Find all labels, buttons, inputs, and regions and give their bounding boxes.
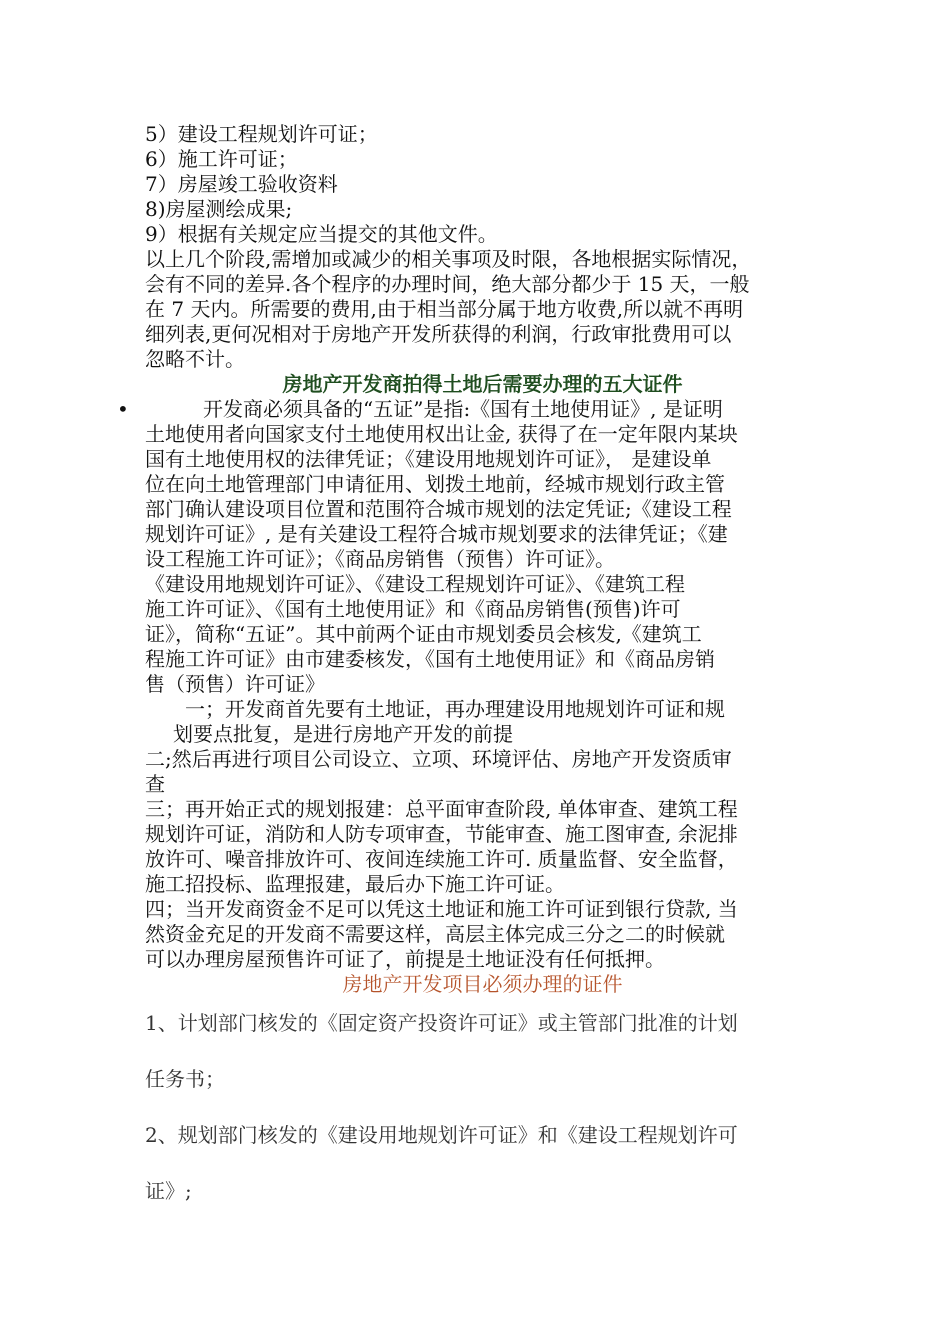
step-line: 可以办理房屋预售许可证了，前提是土地证没有任何抵押。 <box>145 947 665 971</box>
bullet-icon: • <box>117 397 129 421</box>
certificate-item: 任务书； <box>145 1067 225 1091</box>
paragraph-line: 《建设用地规划许可证》、《建设工程规划许可证》、《建筑工程 <box>145 572 685 596</box>
summary-line: 会有不同的差异.各个程序的办理时间，绝大部分都少于 15 天，一般 <box>145 272 750 296</box>
step-line: 规划许可证，消防和人防专项审查，节能审查、施工图审查, 余泥排 <box>145 822 738 846</box>
summary-line: 以上几个阶段,需增加或减少的相关事项及时限，各地根据实际情况， <box>145 247 752 271</box>
paragraph-first-line: 开发商必须具备的“五证”是指:《国有土地使用证》, 是证明 <box>203 397 723 421</box>
list-item: 7）房屋竣工验收资料 <box>145 172 338 196</box>
list-item: 9）根据有关规定应当提交的其他文件。 <box>145 222 498 246</box>
section-heading-required-certificates: 房地产开发项目必须办理的证件 <box>342 972 623 996</box>
step-line: 三；再开始正式的规划报建：总平面审查阶段, 单体审查、建筑工程 <box>145 797 738 821</box>
certificate-item: 证》; <box>145 1179 192 1203</box>
paragraph-line: 售（预售）许可证》 <box>145 672 325 696</box>
section-heading-five-certificates: 房地产开发商拍得土地后需要办理的五大证件 <box>282 372 683 396</box>
summary-line: 忽略不计。 <box>145 347 245 371</box>
step-line: 查 <box>145 772 165 796</box>
paragraph-line: 施工许可证》、《国有土地使用证》和《商品房销售(预售)许可 <box>145 597 681 621</box>
paragraph-line: 规划许可证》, 是有关建设工程符合城市规划要求的法律凭证；《建 <box>145 522 728 546</box>
paragraph-line: 位在向土地管理部门申请征用、划拨土地前，经城市规划行政主管 <box>145 472 725 496</box>
paragraph-line: 国有土地使用权的法律凭证；《建设用地规划许可证》， 是建设单 <box>145 447 712 471</box>
step-line: 然资金充足的开发商不需要这样，高层主体完成三分之二的时候就 <box>145 922 725 946</box>
step-line: 施工招投标、监理报建，最后办下施工许可证。 <box>145 872 565 896</box>
step-one-line: 一；开发商首先要有土地证，再办理建设用地规划许可证和规 <box>185 697 725 721</box>
step-line: 放许可、噪音排放许可、夜间连续施工许可. 质量监督、安全监督， <box>145 847 738 871</box>
paragraph-line: 部门确认建设项目位置和范围符合城市规划的法定凭证;《建设工程 <box>145 497 732 521</box>
paragraph-line: 程施工许可证》由市建委核发，《国有土地使用证》和《商品房销 <box>145 647 715 671</box>
document-body <box>117 122 820 1205</box>
list-item: 5）建设工程规划许可证； <box>145 122 378 146</box>
summary-line: 细列表,更何况相对于房地产开发所获得的利润，行政审批费用可以 <box>145 322 732 346</box>
bullet-paragraph <box>117 397 820 422</box>
list-item: 6）施工许可证； <box>145 147 298 171</box>
certificate-item: 2、规划部门核发的《建设用地规划许可证》和《建设工程规划许可 <box>145 1123 738 1147</box>
paragraph-line: 证》，简称“五证”。其中前两个证由市规划委员会核发,《建筑工 <box>145 622 702 646</box>
paragraph-line: 土地使用者向国家支付土地使用权出让金, 获得了在一定年限内某块 <box>145 422 738 446</box>
step-one-line: 划要点批复，是进行房地产开发的前提 <box>173 722 513 746</box>
summary-line: 在 7 天内。所需要的费用,由于相当部分属于地方收费,所以就不再明 <box>145 297 744 321</box>
list-item: 8)房屋测绘成果; <box>145 197 293 221</box>
step-line: 二;然后再进行项目公司设立、立项、环境评估、房地产开发资质审 <box>145 747 732 771</box>
certificate-item: 1、计划部门核发的《固定资产投资许可证》或主管部门批准的计划 <box>145 1011 738 1035</box>
paragraph-line: 设工程施工许可证》；《商品房销售（预售）许可证》。 <box>145 547 615 571</box>
step-line: 四；当开发商资金不足可以凭这土地证和施工许可证到银行贷款, 当 <box>145 897 738 921</box>
certificate-list <box>145 1009 820 1205</box>
